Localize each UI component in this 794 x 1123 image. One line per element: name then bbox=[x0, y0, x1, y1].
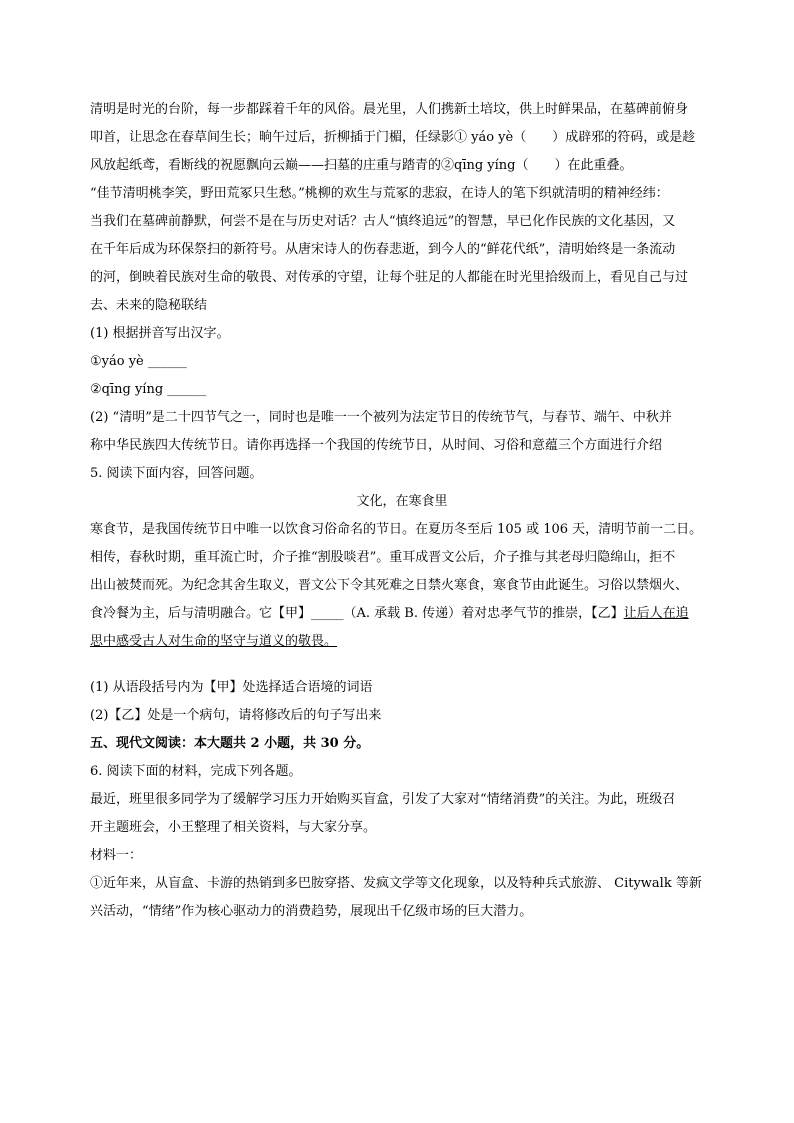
passage-line: 寒食节，是我国传统节日中唯一以饮食习俗命名的节日。在夏历冬至后 105 或 106 天，清明节前一二日。 bbox=[90, 522, 703, 537]
passage-line: 兴活动，“情绪”作为核心驱动力的消费趋势，展现出千亿级市场的巨大潜力。 bbox=[90, 904, 533, 919]
passage-line: 去、未来的隐秘联结 bbox=[90, 298, 208, 313]
passage-text: ）成辟邪的符码，或是趁 bbox=[552, 130, 696, 145]
passage-text: 食冷餐为主，后与清明融合。它【甲】 bbox=[90, 606, 312, 621]
sub-question: (1) 从语段括号内为【甲】处选择适合语境的词语 bbox=[90, 680, 373, 695]
faulty-sentence: 让后人在追 bbox=[623, 606, 689, 621]
question-prompt: 5. 阅读下面内容，回答问题。 bbox=[90, 466, 263, 481]
passage-text: 叩首，让思念在春草间生长；晌午过后，折柳插于门楣，任绿影① yáo yè（ bbox=[90, 130, 527, 145]
passage-line: 出山被焚而死。为纪念其舍生取义，晋文公下令其死难之日禁火寒食，寒食节由此诞生。习俗以禁烟火、 bbox=[90, 578, 689, 593]
passage-text: （A. 承载 B. 传递）着对忠孝气节的推崇，【乙】 bbox=[343, 606, 624, 621]
passage-title: 文化，在寒食里 bbox=[356, 494, 448, 509]
material-label: 材料一： bbox=[90, 848, 143, 863]
passage-text: 风放起纸鸢，看断线的祝愿飘向云巅——扫墓的庄重与踏青的②qīng yíng（ bbox=[90, 158, 529, 173]
passage-text: ）在此重叠。 bbox=[554, 158, 633, 173]
document-content bbox=[90, 96, 714, 926]
passage-line: 开主题班会，小王整理了相关资料，与大家分享。 bbox=[90, 820, 377, 835]
passage-line bbox=[90, 152, 714, 180]
sub-question: (1) 根据拼音写出汉字。 bbox=[90, 326, 230, 341]
answer-line: ②qīng yíng ______ bbox=[90, 382, 207, 397]
passage-line: 相传，春秋时期，重耳流亡时，介子推“割股啖君”。重耳成晋文公后，介子推与其老母归隐绵山，拒不 bbox=[90, 550, 676, 565]
passage-line: 最近，班里很多同学为了缓解学习压力开始购买盲盒，引发了大家对“情绪消费”的关注。为此，班级召 bbox=[90, 792, 676, 807]
answer-line: ①yáo yè ______ bbox=[90, 354, 187, 369]
passage-line bbox=[90, 124, 714, 152]
passage-line: 在千年后成为环保祭扫的新符号。从唐宋诗人的伤春悲逝，到今人的“鲜花代纸”，清明始终是一条流动 bbox=[90, 242, 676, 257]
passage-line: 清明是时光的台阶，每一步都踩着千年的风俗。晨光里，人们携新土培坟，供上时鲜果品，在墓碑前俯身 bbox=[90, 102, 689, 117]
passage-line: “佳节清明桃李笑，野田荒冢只生愁。”桃柳的欢生与荒冢的悲寂，在诗人的笔下织就清明的精神经纬： bbox=[90, 186, 669, 201]
passage-line: 的河，倒映着民族对生命的敬畏、对传承的守望，让每个驻足的人都能在时光里拾级而上，看见自己与过 bbox=[90, 270, 689, 285]
passage-line bbox=[90, 628, 714, 656]
passage-line bbox=[90, 600, 714, 628]
section-heading: 五、现代文阅读：本大题共 2 小题，共 30 分。 bbox=[90, 736, 370, 751]
question-prompt: 6. 阅读下面的材料，完成下列各题。 bbox=[90, 764, 302, 779]
sub-question: 称中华民族四大传统节日。请你再选择一个我国的传统节日，从时间、习俗和意蕴三个方面进行介绍 bbox=[90, 438, 663, 453]
fill-blank: _____ bbox=[311, 606, 344, 621]
spacer bbox=[90, 656, 714, 674]
sub-question: (2)【乙】处是一个病句，请将修改后的句子写出来 bbox=[90, 708, 382, 723]
passage-line: 当我们在墓碑前静默，何尝不是在与历史对话？古人“慎终追远”的智慧，早已化作民族的文化基因，又 bbox=[90, 214, 676, 229]
faulty-sentence: 思中感受古人对生命的坚守与道义的敬畏。 bbox=[90, 634, 338, 649]
sub-question: (2) “清明”是二十四节气之一，同时也是唯一一个被列为法定节日的传统节气，与春节、端午、中秋并 bbox=[90, 410, 672, 425]
passage-line: ①近年来，从盲盒、卡游的热销到多巴胺穿搭、发疯文学等文化现象，以及特种兵式旅游、 Citywalk 等新 bbox=[90, 876, 702, 891]
